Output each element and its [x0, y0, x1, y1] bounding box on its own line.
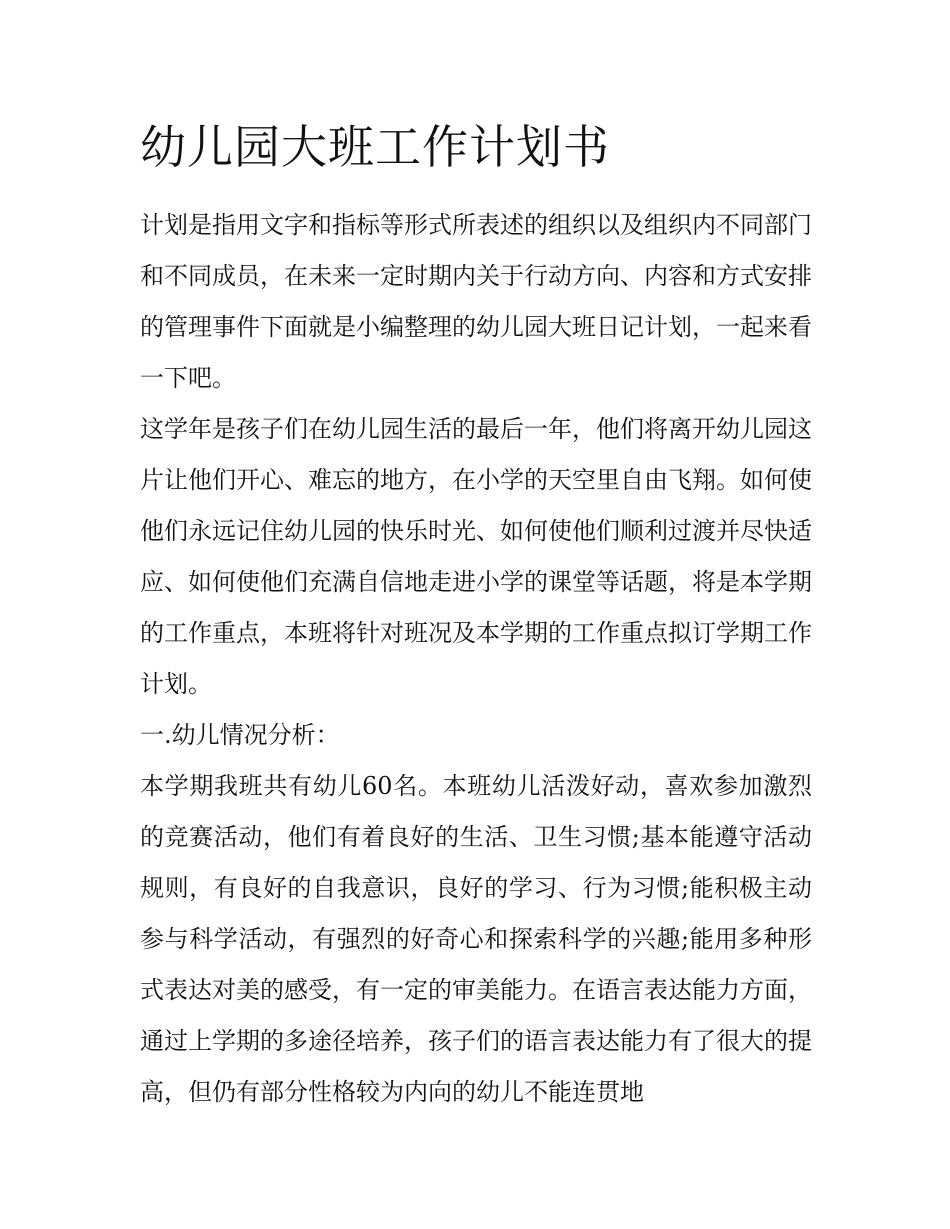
document-page	[140, 112, 812, 1118]
paragraph-analysis: 本学期我班共有幼儿60名。本班幼儿活泼好动，喜欢参加激烈的竞赛活动，他们有着良好的生活、卫生习惯;基本能遵守活动规则，有良好的自我意识，良好的学习、行为习惯;能积极主动参与科学活动，有强烈的好奇心和探索科学的兴趣;能用多种形式表达对美的感受，有一定的审美能力。在语言表达能力方面，通过上学期的多途径培养，孩子们的语言表达能力有了很大的提高，但仍有部分性格较为内向的幼儿不能连贯地	[140, 772, 812, 1106]
document-title: 幼儿园大班工作计划书	[140, 120, 610, 174]
paragraph-school-year: 这学年是孩子们在幼儿园生活的最后一年，他们将离开幼儿园这片让他们开心、难忘的地方，在小学的天空里自由飞翔。如何使他们永远记住幼儿园的快乐时光、如何使他们顺利过渡并尽快适应、如何使他们充满自信地走进小学的课堂等话题，将是本学期的工作重点，本班将针对班况及本学期的工作重点拟订学期工作计划。	[140, 415, 812, 698]
section-heading-analysis: 一.幼儿情况分析：	[140, 721, 340, 749]
paragraph-intro: 计划是指用文字和指标等形式所表述的组织以及组织内不同部门和不同成员，在未来一定时期内关于行动方向、内容和方式安排的管理事件下面就是小编整理的幼儿园大班日记计划，一起来看一下吧。	[140, 211, 812, 392]
